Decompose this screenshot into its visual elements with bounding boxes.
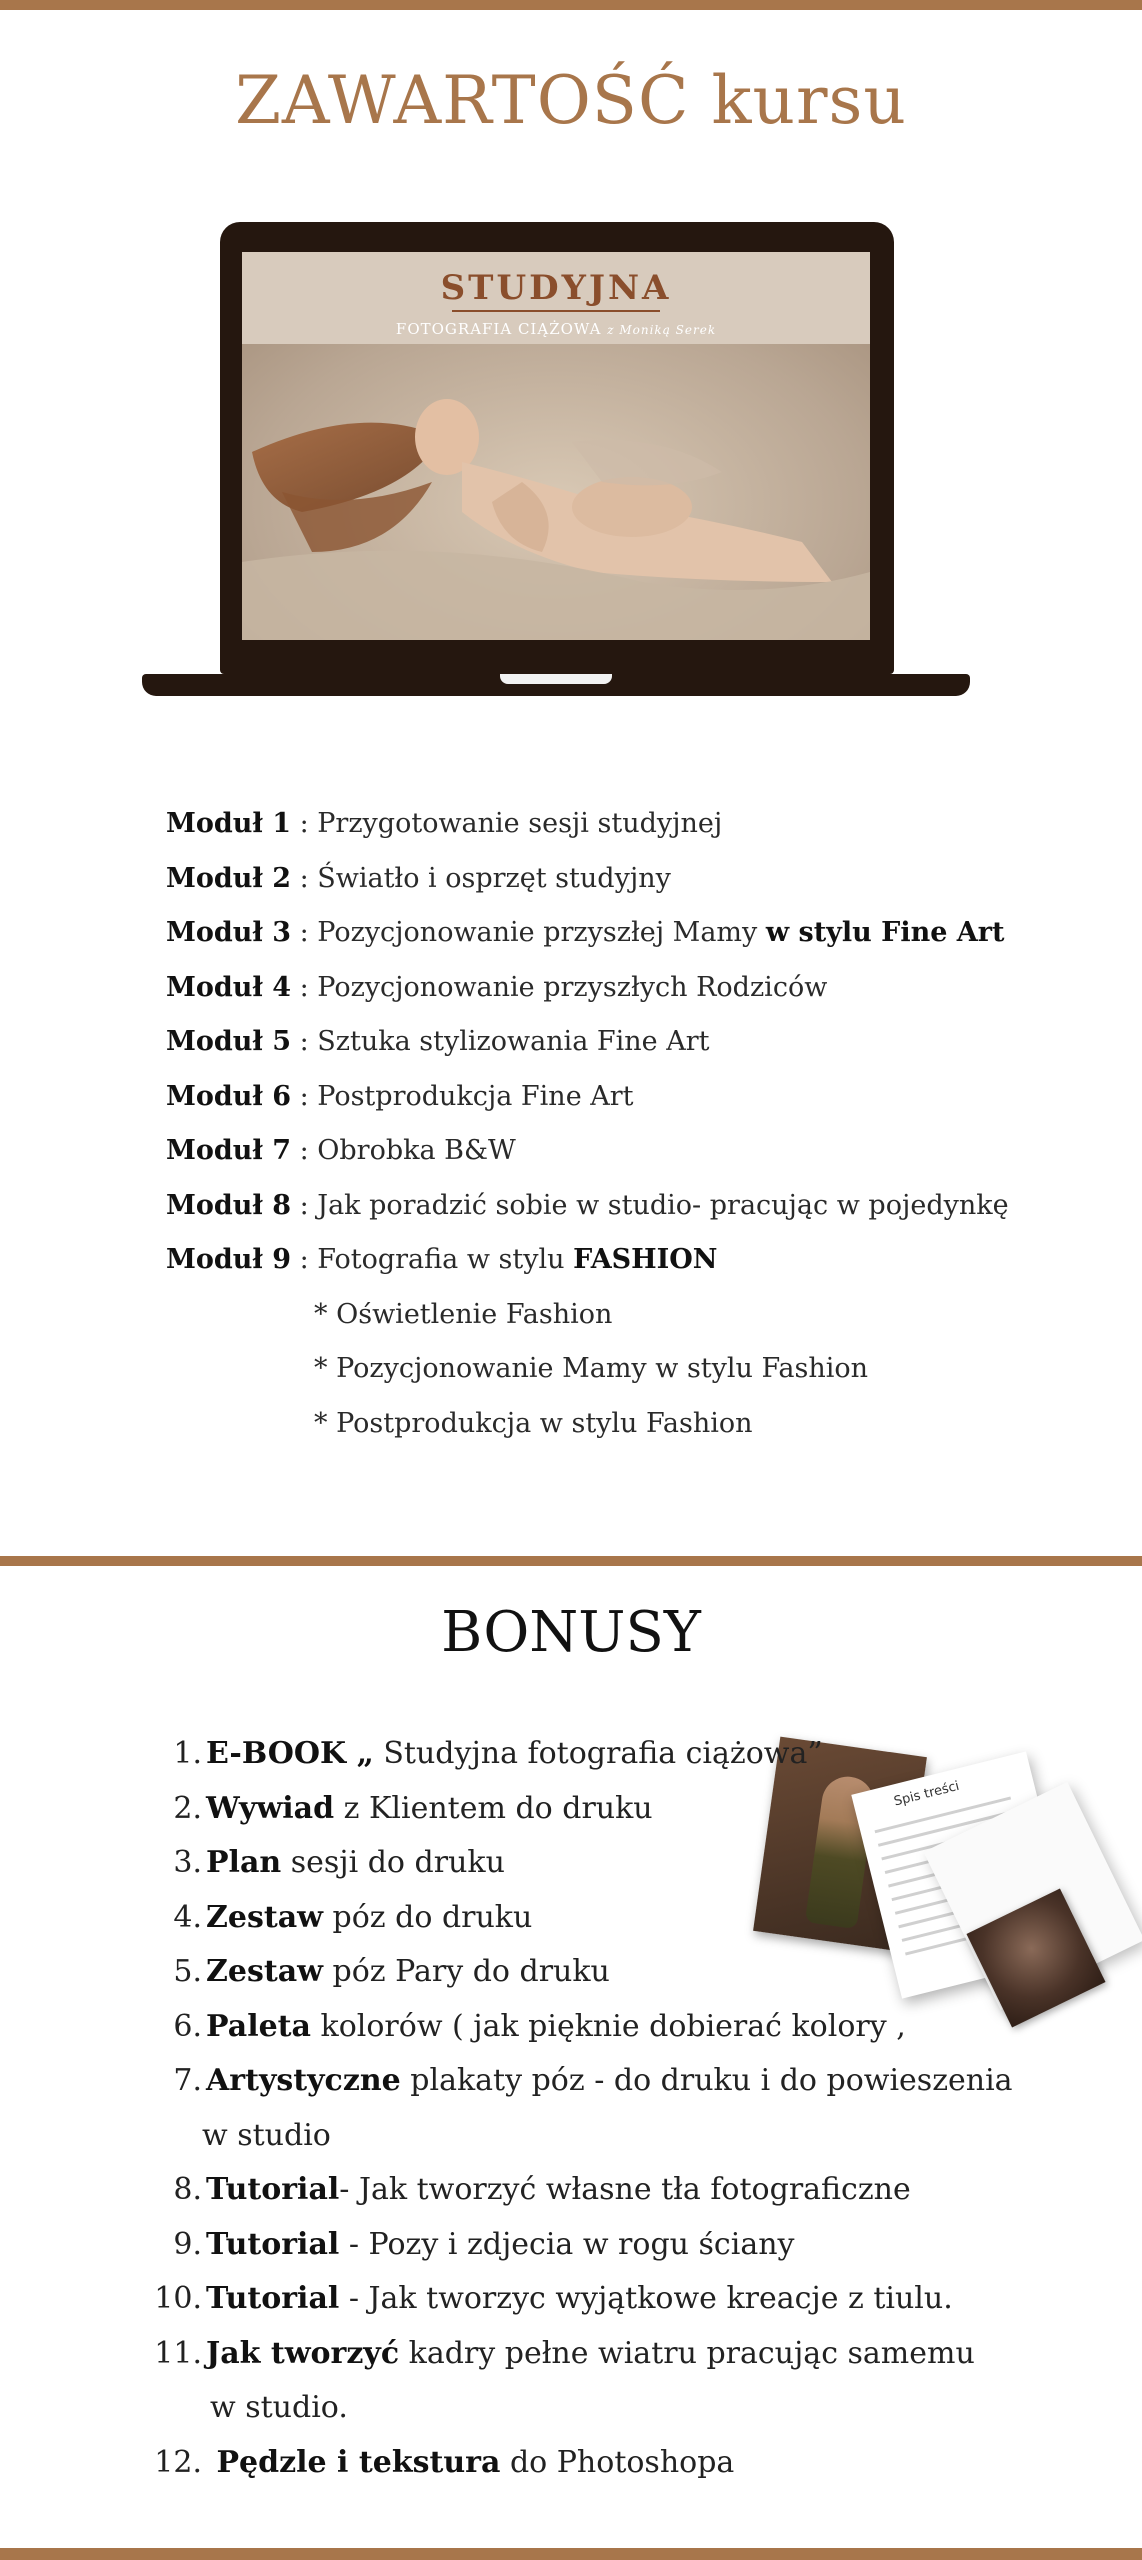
cover-title: STUDYJNA: [440, 268, 672, 308]
module-item: Moduł 4 : Pozycjonowanie przyszłych Rodziców: [166, 971, 828, 1003]
bottom-divider: [0, 2548, 1142, 2560]
module-item: Moduł 7 : Obrobka B&W: [166, 1135, 516, 1166]
page-title: ZAWARTOŚĆ kursu: [235, 62, 907, 139]
cover-subtitle: [242, 320, 870, 338]
module-list: [166, 797, 1066, 1451]
module-item: Moduł 9 : Fotografia w stylu FASHION: [166, 1244, 718, 1275]
cover-title-underline: [452, 310, 660, 312]
laptop-notch: [500, 674, 612, 684]
laptop-screen-image: [242, 252, 870, 640]
bonus-item-continuation: w studio.: [210, 2390, 348, 2425]
bonus-item-continuation: w studio: [202, 2117, 331, 2153]
bonus-item: 1. E-BOOK „ Studyjna fotografia ciążowa”: [173, 1736, 823, 1771]
module-item: Moduł 8 : Jak poradzić sobie w studio- pracując w pojedynkę: [166, 1189, 1009, 1221]
bonus-item: 2. Wywiad z Klientem do druku: [173, 1790, 653, 1826]
section-divider: [0, 1556, 1142, 1566]
module-item: Moduł 6 : Postprodukcja Fine Art: [166, 1080, 634, 1112]
bonus-item: 3. Plan sesji do druku: [173, 1845, 505, 1880]
module-item: Moduł 1 : Przygotowanie sesji studyjnej: [166, 808, 723, 839]
top-divider: [0, 0, 1142, 10]
module-subitem: * Pozycjonowanie Mamy w stylu Fashion: [314, 1353, 869, 1384]
bonus-item: 4. Zestaw póz do druku: [173, 1899, 533, 1935]
bonus-item: 11. Jak tworzyć kadry pełne wiatru pracując samemu: [154, 2335, 975, 2371]
bonus-item: 10. Tutorial - Jak tworzyc wyjątkowe kreacje z tiulu.: [154, 2281, 953, 2316]
bonus-item: 5. Zestaw póz Pary do druku: [173, 1954, 610, 1989]
module-item: Moduł 5 : Sztuka stylizowania Fine Art: [166, 1026, 710, 1057]
bonus-item: 9. Tutorial - Pozy i zdjecia w rogu ściany: [173, 2226, 795, 2262]
cover-subtitle-author: z Moniką Serek: [607, 323, 717, 337]
bonus-item: 8. Tutorial- Jak tworzyć własne tła fotograficzne: [173, 2172, 911, 2207]
bonus-list: [154, 1727, 1054, 2490]
toc-heading: Spis treści: [892, 1778, 961, 1810]
bonus-title: BONUSY: [441, 1600, 701, 1665]
bonus-item: 12. Pędzle i tekstura do Photoshopa: [154, 2444, 735, 2480]
module-item: Moduł 2 : Światło i osprzęt studyjny: [166, 862, 671, 894]
cover-subtitle-main: FOTOGRAFIA CIĄŻOWA: [395, 320, 602, 338]
bonus-item: 7. Artystyczne plakaty póz - do druku i do powieszenia: [173, 2063, 1013, 2098]
module-subitem: * Postprodukcja w stylu Fashion: [314, 1407, 753, 1439]
module-item: Moduł 3 : Pozycjonowanie przyszłej Mamy w stylu Fine Art: [166, 917, 1005, 948]
module-subitem: * Oświetlenie Fashion: [314, 1298, 613, 1330]
bonus-item: 6. Paleta kolorów ( jak pięknie dobierać kolory ,: [173, 2008, 906, 2044]
